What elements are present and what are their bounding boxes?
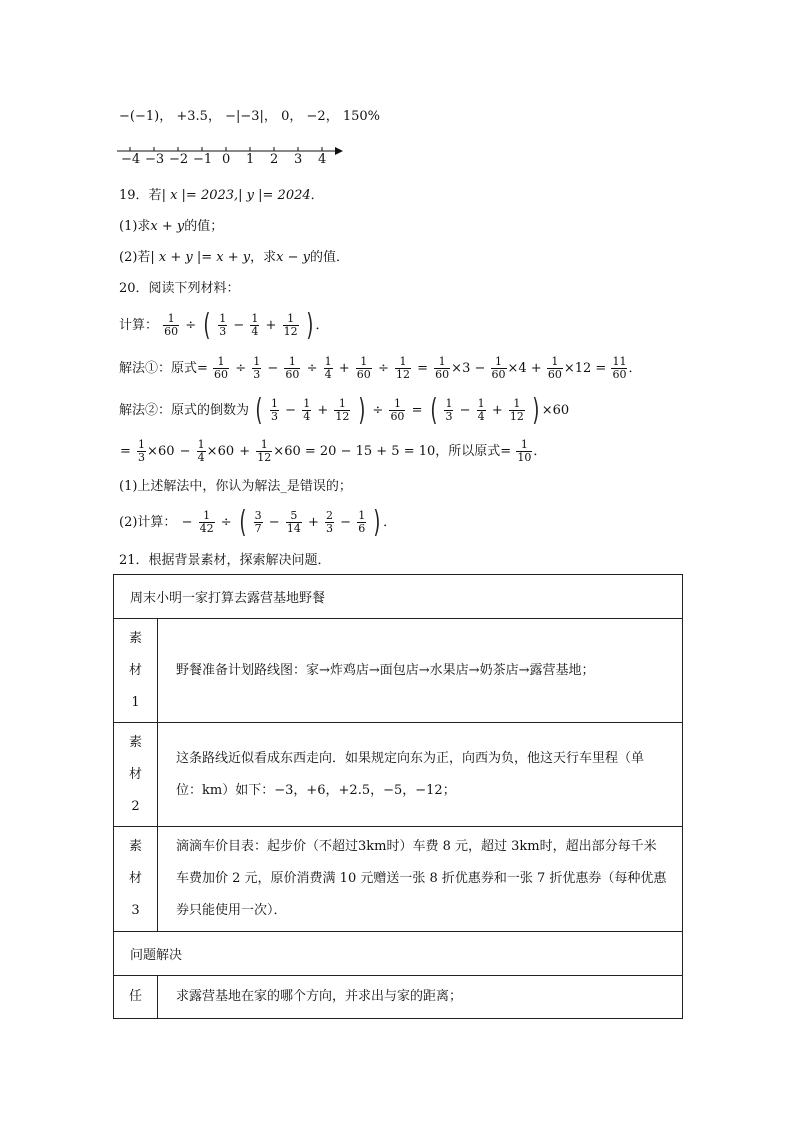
table-row xyxy=(114,976,683,1019)
table-title: 周末小明一家打算去露营基地野餐 xyxy=(114,575,683,619)
number-item: −(−1) xyxy=(119,109,160,124)
number-item: −2 xyxy=(306,109,326,124)
material-label: 素 材 3 xyxy=(114,827,158,932)
q20-stem: 20．阅读下列材料： xyxy=(119,281,240,296)
task-content: 求露营基地在家的哪个方向，并求出与家的距离； xyxy=(158,976,683,1019)
fraction: $\frac{1}{4}$ xyxy=(251,312,259,338)
table-row xyxy=(114,723,683,827)
q19-part1: (1)求x + y的值； xyxy=(119,219,224,234)
tick-label: 2 xyxy=(270,152,279,167)
tick-label: −1 xyxy=(193,152,213,167)
q19-expression: | x |= 2023,| y |= 2024 xyxy=(161,188,311,203)
q19-stem: 19．若| x |= 2023,| y |= 2024． xyxy=(119,188,324,203)
q20-method2-cont: = $\frac{1}{3}$ ×60 − $\frac{1}{4}$ ×60 + $\frac{1}{12}$ ×60 = 20 − 15 + 5 = 10，所以原式= $\frac{1}{10}$ ． xyxy=(120,438,547,464)
number-item: +3.5 xyxy=(176,109,208,124)
material-label: 素 材 1 xyxy=(114,619,158,723)
q20-method1: 解法①：原式= $\frac{1}{60}$ ÷ $\frac{1}{3}$ − $\frac{1}{60}$ ÷ $\frac{1}{4}$ + $\frac{1}{60}$ ÷ $\frac{1}{12}$ = $\frac{1}{60}$ ×3 − $\frac{1}{60}$ ×4 + $\frac{1}{60}$ ×12 = $\frac{11}{60}$ ． xyxy=(119,355,642,381)
material-content: 这条路线近似看成东西走向．如果规定向东为正，向西为负，他这天行车里程（单位：km）如下：−3，+6，+2.5，−5，−12； xyxy=(158,723,683,827)
tick-label: 4 xyxy=(318,152,327,167)
tick-label: 0 xyxy=(222,152,231,167)
fraction: $\frac{1}{60}$ xyxy=(164,312,179,338)
material-label: 素 材 2 xyxy=(114,723,158,827)
material-content: 野餐准备计划路线图：家→炸鸡店→面包店→水果店→奶茶店→露营基地； xyxy=(158,619,683,723)
table-row xyxy=(114,575,683,619)
q20-method2: 解法②：原式的倒数为 ( $\frac{1}{3}$ − $\frac{1}{4}$ + $\frac{1}{12}$ ) ÷ $\frac{1}{60}$ = ( $\frac{1}{3}$ − $\frac{1}{4}$ + $\frac{1}{12}$ ) ×60 xyxy=(119,392,570,428)
materials-table xyxy=(113,574,683,1019)
q20-calc: 计算： $\frac{1}{60}$ ÷ ( $\frac{1}{3}$ − $\frac{1}{4}$ + $\frac{1}{12}$ ) ． xyxy=(119,307,329,343)
tick-label: −3 xyxy=(145,152,165,167)
q20-part2: (2)计算： − $\frac{1}{42}$ ÷ ( $\frac{3}{7}$ − $\frac{5}{14}$ + $\frac{2}{3}$ − $\frac{1}{6}$ ) ． xyxy=(119,504,397,540)
fraction: $\frac{1}{12}$ xyxy=(283,312,298,338)
material-content: 滴滴车价目表：起步价（不超过3km时）车费 8 元，超过 3km时，超出部分每千米车费加价 2 元，原价消费满 10 元赠送一张 8 折优惠券和一张 7 折优惠券（每种优惠券只能使用一次）． xyxy=(158,827,683,932)
number-item: −|−3| xyxy=(225,109,264,124)
task-label: 任 xyxy=(114,976,158,1019)
tick-label: 3 xyxy=(294,152,303,167)
q21-stem: 21．根据背景素材，探索解决问题． xyxy=(119,553,331,568)
number-item: 0 xyxy=(281,109,290,124)
q20-part1: (1)上述解法中，你认为解法_是错误的； xyxy=(119,479,352,494)
tick-label: −4 xyxy=(121,152,141,167)
table-row xyxy=(114,619,683,723)
number-item: 150% xyxy=(342,109,381,124)
numbers-list: −(−1)， +3.5， −|−3|， 0， −2， 150% xyxy=(119,109,381,124)
tick-label: 1 xyxy=(246,152,255,167)
fraction: $\frac{1}{3}$ xyxy=(219,312,227,338)
table-row xyxy=(114,827,683,932)
section-title: 问题解决 xyxy=(114,932,683,976)
tick-label: −2 xyxy=(169,152,189,167)
table-row xyxy=(114,932,683,976)
q19-part2: (2)若| x + y |= x + y，求x − y的值． xyxy=(119,250,350,265)
